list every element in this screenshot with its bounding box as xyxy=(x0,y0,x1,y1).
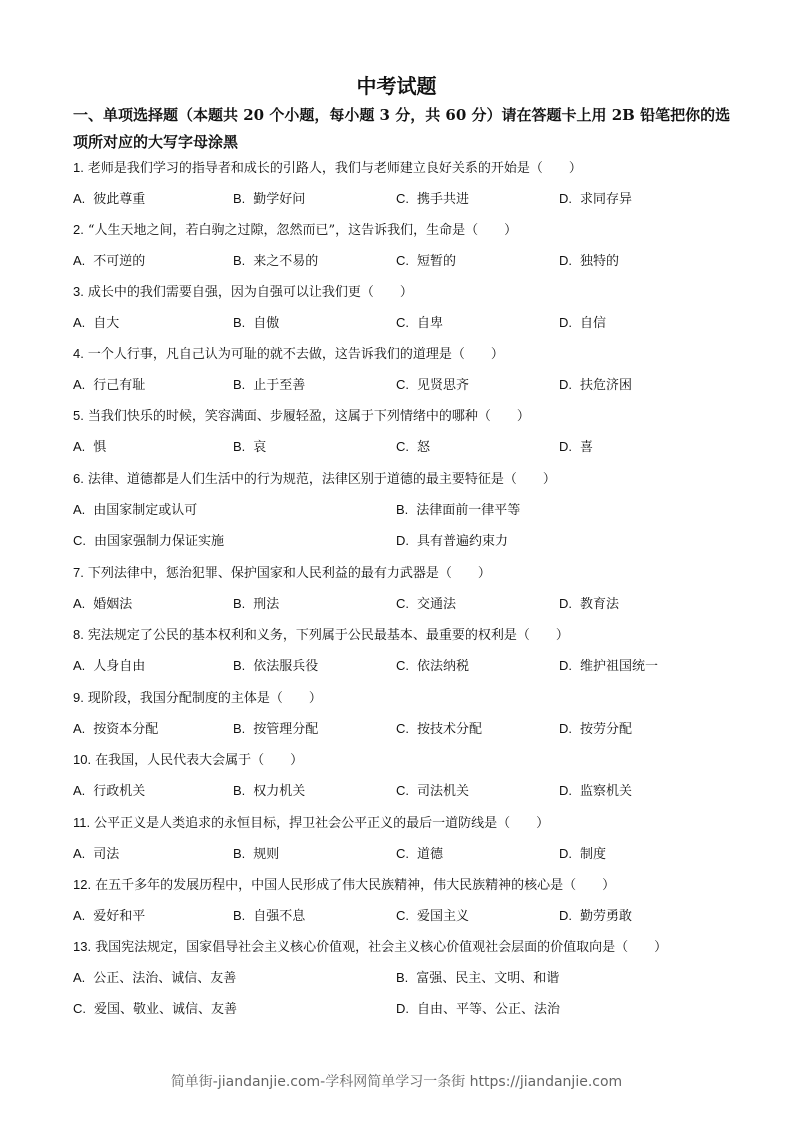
option-6-d[interactable] xyxy=(396,533,508,550)
option-4-c[interactable] xyxy=(396,377,469,394)
question-number: 6. xyxy=(73,471,84,486)
option-letter: C. xyxy=(396,658,409,673)
option-text: 由国家强制力保证实施 xyxy=(94,534,225,549)
question-number: 8. xyxy=(73,627,84,642)
question-text: 现阶段，我国分配制度的主体是（ ） xyxy=(87,691,322,706)
option-text: 司法 xyxy=(93,847,120,862)
option-12-c[interactable] xyxy=(396,908,469,925)
option-letter: B. xyxy=(233,191,246,206)
option-3-b[interactable] xyxy=(233,315,279,332)
question-text: 在我国，人民代表大会属于（ ） xyxy=(95,753,304,768)
option-4-d[interactable] xyxy=(559,377,632,394)
option-6-c[interactable] xyxy=(73,533,224,550)
option-5-a[interactable] xyxy=(73,439,106,456)
option-9-c[interactable] xyxy=(396,721,482,738)
option-2-b[interactable] xyxy=(233,253,318,270)
question-text: 公平正义是人类追求的永恒目标，捍卫社会公平正义的最后一道防线是（ ） xyxy=(94,816,550,831)
option-letter: D. xyxy=(559,783,572,798)
option-text: 彼此尊重 xyxy=(93,192,146,207)
option-text: 婚姻法 xyxy=(93,597,133,612)
option-text: 法律面前一律平等 xyxy=(416,503,521,518)
question-9 xyxy=(73,690,322,707)
question-2 xyxy=(73,222,517,239)
option-7-b[interactable] xyxy=(233,596,279,613)
option-letter: A. xyxy=(73,596,86,611)
option-letter: B. xyxy=(233,846,246,861)
question-5 xyxy=(73,408,530,425)
option-11-b[interactable] xyxy=(233,846,279,863)
option-1-a[interactable] xyxy=(73,191,145,208)
option-text: 人身自由 xyxy=(93,659,146,674)
question-13 xyxy=(73,939,667,956)
option-9-a[interactable] xyxy=(73,721,158,738)
option-letter: C. xyxy=(396,315,409,330)
question-text: 成长中的我们需要自强，因为自强可以让我们更（ ） xyxy=(87,285,413,300)
option-10-d[interactable] xyxy=(559,783,632,800)
option-text: 司法机关 xyxy=(417,784,470,799)
option-text: 教育法 xyxy=(580,597,620,612)
option-11-c[interactable] xyxy=(396,846,443,863)
option-text: 自卑 xyxy=(417,316,444,331)
option-text: 自傲 xyxy=(253,316,280,331)
question-number: 2. xyxy=(73,222,84,237)
option-text: 维护祖国统一 xyxy=(580,659,659,674)
option-13-b[interactable] xyxy=(396,970,559,987)
section-heading: 一、单项选择题（本题共 20 个小题，每小题 3 分，共 60 分）请在答题卡上用 2B 铅笔把你的选项所对应的大写字母涂黑 xyxy=(73,106,731,151)
option-text: 爱好和平 xyxy=(93,909,146,924)
option-letter: C. xyxy=(396,439,409,454)
option-letter: B. xyxy=(233,377,246,392)
option-text: 扶危济困 xyxy=(580,378,633,393)
option-letter: A. xyxy=(73,253,86,268)
option-text: 依法纳税 xyxy=(417,659,470,674)
option-text: 见贤思齐 xyxy=(417,378,470,393)
option-8-a[interactable] xyxy=(73,658,145,675)
option-10-b[interactable] xyxy=(233,783,305,800)
option-letter: C. xyxy=(396,846,409,861)
question-text: “人生天地之间，若白驹之过隙，忽然而已”，这告诉我们，生命是（ ） xyxy=(87,223,518,238)
option-text: 按劳分配 xyxy=(580,722,633,737)
option-5-b[interactable] xyxy=(233,439,266,456)
question-6 xyxy=(73,471,556,488)
option-8-d[interactable] xyxy=(559,658,658,675)
option-letter: C. xyxy=(73,1001,86,1016)
option-letter: C. xyxy=(396,377,409,392)
option-11-d[interactable] xyxy=(559,846,606,863)
question-text: 一个人行事，凡自己认为可耻的就不去做，这告诉我们的道理是（ ） xyxy=(87,347,504,362)
option-6-a[interactable] xyxy=(73,502,197,519)
option-letter: A. xyxy=(73,970,86,985)
option-text: 交通法 xyxy=(417,597,457,612)
option-9-b[interactable] xyxy=(233,721,318,738)
option-text: 由国家制定或认可 xyxy=(93,503,198,518)
option-text: 规则 xyxy=(253,847,280,862)
question-number: 7. xyxy=(73,565,84,580)
option-letter: A. xyxy=(73,377,86,392)
option-letter: A. xyxy=(73,783,86,798)
option-3-d[interactable] xyxy=(559,315,606,332)
option-text: 刑法 xyxy=(253,597,280,612)
option-5-d[interactable] xyxy=(559,439,593,456)
option-7-d[interactable] xyxy=(559,596,619,613)
option-letter: C. xyxy=(396,908,409,923)
option-letter: A. xyxy=(73,502,86,517)
option-text: 怒 xyxy=(417,440,431,455)
option-letter: D. xyxy=(396,1001,409,1016)
option-letter: B. xyxy=(396,502,409,517)
option-6-b[interactable] xyxy=(396,502,520,519)
option-2-d[interactable] xyxy=(559,253,619,270)
question-number: 10. xyxy=(73,752,92,767)
option-letter: B. xyxy=(396,970,409,985)
option-letter: B. xyxy=(233,783,246,798)
option-letter: C. xyxy=(396,253,409,268)
option-letter: D. xyxy=(559,377,572,392)
question-text: 我国宪法规定，国家倡导社会主义核心价值观，社会主义核心价值观社会层面的价值取向是（ ） xyxy=(95,940,668,955)
option-7-a[interactable] xyxy=(73,596,132,613)
option-letter: C. xyxy=(396,783,409,798)
option-7-c[interactable] xyxy=(396,596,456,613)
question-text: 当我们快乐的时候，笑容满面、步履轻盈，这属于下列情绪中的哪种（ ） xyxy=(87,409,530,424)
option-letter: C. xyxy=(396,721,409,736)
option-text: 自信 xyxy=(580,316,607,331)
option-text: 行己有耻 xyxy=(93,378,146,393)
question-number: 12. xyxy=(73,877,92,892)
option-3-a[interactable] xyxy=(73,315,119,332)
option-text: 爱国、敬业、诚信、友善 xyxy=(94,1002,238,1017)
option-text: 来之不易的 xyxy=(253,254,319,269)
question-number: 5. xyxy=(73,408,84,423)
option-letter: A. xyxy=(73,315,86,330)
option-4-a[interactable] xyxy=(73,377,145,394)
question-11 xyxy=(73,815,549,832)
option-text: 具有普遍约束力 xyxy=(417,534,509,549)
option-letter: C. xyxy=(73,533,86,548)
option-13-c[interactable] xyxy=(73,1001,237,1018)
option-3-c[interactable] xyxy=(396,315,443,332)
option-letter: D. xyxy=(559,315,572,330)
option-11-a[interactable] xyxy=(73,846,119,863)
option-letter: B. xyxy=(233,658,246,673)
option-text: 自大 xyxy=(93,316,120,331)
option-text: 哀 xyxy=(253,440,267,455)
option-letter: D. xyxy=(559,253,572,268)
option-12-a[interactable] xyxy=(73,908,145,925)
question-3 xyxy=(73,284,413,301)
option-letter: A. xyxy=(73,908,86,923)
option-text: 独特的 xyxy=(580,254,620,269)
option-letter: D. xyxy=(559,721,572,736)
option-letter: A. xyxy=(73,191,86,206)
question-number: 4. xyxy=(73,346,84,361)
option-text: 喜 xyxy=(580,440,594,455)
question-12 xyxy=(73,877,615,894)
question-text: 老师是我们学习的指导者和成长的引路人，我们与老师建立良好关系的开始是（ ） xyxy=(87,161,582,176)
option-text: 携手共进 xyxy=(417,192,470,207)
option-1-c[interactable] xyxy=(396,191,469,208)
page-title: 中考试题 xyxy=(356,74,437,98)
option-letter: D. xyxy=(559,439,572,454)
option-10-a[interactable] xyxy=(73,783,145,800)
option-text: 按资本分配 xyxy=(93,722,159,737)
question-number: 11. xyxy=(73,815,91,830)
option-13-d[interactable] xyxy=(396,1001,560,1018)
option-1-b[interactable] xyxy=(233,191,305,208)
option-letter: C. xyxy=(396,596,409,611)
option-12-b[interactable] xyxy=(233,908,305,925)
question-text: 法律、道德都是人们生活中的行为规范，法律区别于道德的最主要特征是（ ） xyxy=(87,472,556,487)
option-text: 求同存异 xyxy=(580,192,633,207)
option-letter: B. xyxy=(233,596,246,611)
question-text: 下列法律中，惩治犯罪、保护国家和人民利益的最有力武器是（ ） xyxy=(87,566,491,581)
option-text: 按技术分配 xyxy=(417,722,483,737)
option-letter: D. xyxy=(559,658,572,673)
option-letter: D. xyxy=(396,533,409,548)
option-2-c[interactable] xyxy=(396,253,456,270)
option-letter: B. xyxy=(233,439,246,454)
option-letter: B. xyxy=(233,315,246,330)
option-8-c[interactable] xyxy=(396,658,469,675)
question-8 xyxy=(73,627,569,644)
option-text: 富强、民主、文明、和谐 xyxy=(416,971,560,986)
option-text: 爱国主义 xyxy=(417,909,470,924)
option-letter: A. xyxy=(73,721,86,736)
option-text: 道德 xyxy=(417,847,444,862)
option-text: 勤学好问 xyxy=(253,192,306,207)
option-letter: D. xyxy=(559,596,572,611)
question-1 xyxy=(73,160,582,177)
question-text: 宪法规定了公民的基本权利和义务，下列属于公民最基本、最重要的权利是（ ） xyxy=(87,628,569,643)
option-13-a[interactable] xyxy=(73,970,236,987)
option-5-c[interactable] xyxy=(396,439,430,456)
option-letter: A. xyxy=(73,846,86,861)
option-letter: B. xyxy=(233,253,246,268)
option-letter: D. xyxy=(559,908,572,923)
option-text: 监察机关 xyxy=(580,784,633,799)
option-4-b[interactable] xyxy=(233,377,305,394)
option-text: 短暂的 xyxy=(417,254,457,269)
option-text: 不可逆的 xyxy=(93,254,146,269)
option-letter: A. xyxy=(73,439,86,454)
option-text: 勤劳勇敢 xyxy=(580,909,633,924)
option-8-b[interactable] xyxy=(233,658,318,675)
option-letter: B. xyxy=(233,908,246,923)
option-2-a[interactable] xyxy=(73,253,145,270)
option-text: 止于至善 xyxy=(253,378,306,393)
option-letter: D. xyxy=(559,191,572,206)
question-4 xyxy=(73,346,504,363)
option-1-d[interactable] xyxy=(559,191,632,208)
option-text: 权力机关 xyxy=(253,784,306,799)
option-letter: C. xyxy=(396,191,409,206)
option-10-c[interactable] xyxy=(396,783,469,800)
option-letter: A. xyxy=(73,658,86,673)
option-text: 惧 xyxy=(93,440,107,455)
question-10 xyxy=(73,752,303,769)
question-text: 在五千多年的发展历程中，中国人民形成了伟大民族精神，伟大民族精神的核心是（ ） xyxy=(95,878,616,893)
option-text: 行政机关 xyxy=(93,784,146,799)
question-number: 9. xyxy=(73,690,84,705)
question-number: 3. xyxy=(73,284,84,299)
option-text: 制度 xyxy=(580,847,607,862)
option-letter: B. xyxy=(233,721,246,736)
option-text: 公正、法治、诚信、友善 xyxy=(93,971,237,986)
option-letter: D. xyxy=(559,846,572,861)
question-number: 1. xyxy=(73,160,84,175)
question-number: 13. xyxy=(73,939,92,954)
option-text: 自强不息 xyxy=(253,909,306,924)
option-9-d[interactable] xyxy=(559,721,632,738)
footer-watermark: 简单街-jiandanjie.com-学科网简单学习一条街 https://jiandanjie.com xyxy=(170,1074,623,1090)
option-text: 自由、平等、公正、法治 xyxy=(417,1002,561,1017)
option-text: 依法服兵役 xyxy=(253,659,319,674)
option-12-d[interactable] xyxy=(559,908,632,925)
question-7 xyxy=(73,565,491,582)
option-text: 按管理分配 xyxy=(253,722,319,737)
